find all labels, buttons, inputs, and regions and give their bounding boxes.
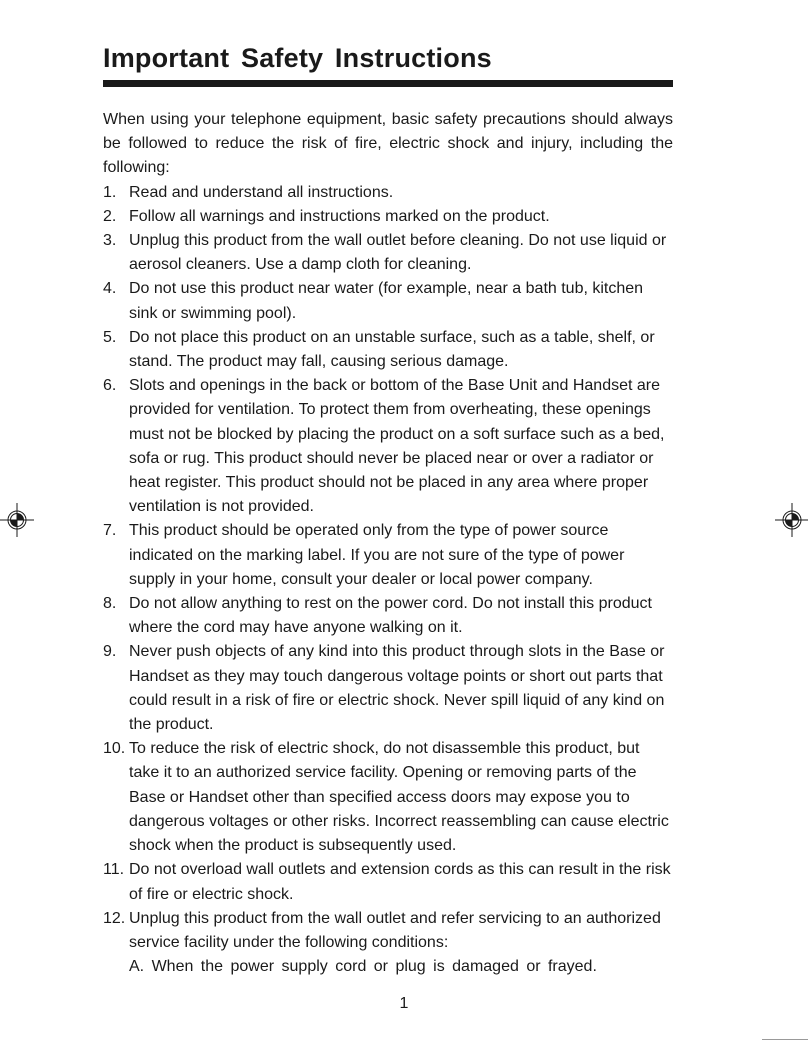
item-text: Unplug this product from the wall outlet before cleaning. Do not use liquid or aerosol cleaners. Use a damp cloth for cleaning. [129, 232, 667, 274]
list-item [103, 519, 673, 592]
item-text: Never push objects of any kind into this product through slots in the Base or Handset as they may touch dangerous voltage points or short out parts that could result in a risk of fire or electric shock. Never spill liquid of any kind on the product. [129, 643, 665, 734]
item-number: 10. [103, 740, 126, 758]
item-number: 6. [103, 377, 117, 395]
item-number: 12. [103, 909, 126, 927]
item-text: To reduce the risk of electric shock, do not disassemble this product, but take it to an authorized service facility. Opening or removing parts of the Base or Handset other than specified access doors may expose you to dangerous voltages or other risks. Incorrect reassembling can cause electric shock when the product is subsequently used. [129, 740, 669, 855]
item-text: This product should be operated only from the type of power source indicated on the marking label. If you are not sure of the type of power supply in your home, consult your dealer or local power company. [129, 522, 625, 588]
instruction-list [103, 181, 673, 980]
registration-mark-icon [775, 503, 808, 537]
content-body [103, 108, 673, 979]
item-number: 8. [103, 595, 117, 613]
item-number: 11. [103, 861, 125, 879]
page-title: Important Safety Instructions [103, 43, 492, 73]
list-item [103, 277, 673, 325]
item-text: Do not place this product on an unstable surface, such as a table, shelf, or stand. The product may fall, causing serious damage. [129, 328, 655, 371]
list-item [103, 326, 673, 374]
item-text: Do not allow anything to rest on the power cord. Do not install this product where the cord may have anyone walking on it. [129, 595, 652, 637]
item-text: Do not use this product near water (for example, near a bath tub, kitchen sink or swimming pool). [129, 280, 644, 322]
item-text: Follow all warnings and instructions marked on the product. [129, 207, 550, 225]
item-text: Unplug this product from the wall outlet and refer servicing to an authorized service facility under the following conditions: [129, 909, 661, 951]
item-text: Read and understand all instructions. [129, 183, 394, 201]
sub-item-text: A. When the power supply cord or plug is damaged or frayed. [129, 958, 597, 976]
list-item [103, 205, 673, 229]
item-number: 1. [103, 183, 117, 201]
list-item [103, 640, 673, 737]
title-underline-rule [103, 80, 673, 87]
list-item [103, 592, 673, 640]
item-text: Do not overload wall outlets and extension cords as this can result in the risk of fire or electric shock. [129, 861, 671, 903]
list-item [103, 737, 673, 858]
list-item [103, 858, 673, 906]
trim-line [762, 1039, 808, 1040]
list-item [103, 374, 673, 519]
list-item [103, 229, 673, 277]
item-number: 2. [103, 207, 117, 225]
item-number: 3. [103, 232, 117, 250]
item-number: 5. [103, 328, 117, 346]
page-number: 1 [399, 995, 409, 1012]
intro-paragraph: When using your telephone equipment, basic safety precautions should always be followed to reduce the risk of fire, electric shock and injury, including the following: [103, 111, 673, 177]
item-number: 4. [103, 280, 117, 298]
list-item [103, 907, 673, 980]
item-number: 7. [103, 522, 117, 540]
item-number: 9. [103, 643, 117, 661]
registration-mark-icon [0, 503, 34, 537]
list-item [103, 181, 673, 205]
item-text: Slots and openings in the back or bottom of the Base Unit and Handset are provided for ventilation. To protect them from overheating, these openings must not be blocked by placing the product on a soft surface such as a bed, sofa or rug. This product should never be placed near or over a radiator or heat register. This product should not be placed in any area where proper ventilation is not provided. [129, 377, 665, 516]
